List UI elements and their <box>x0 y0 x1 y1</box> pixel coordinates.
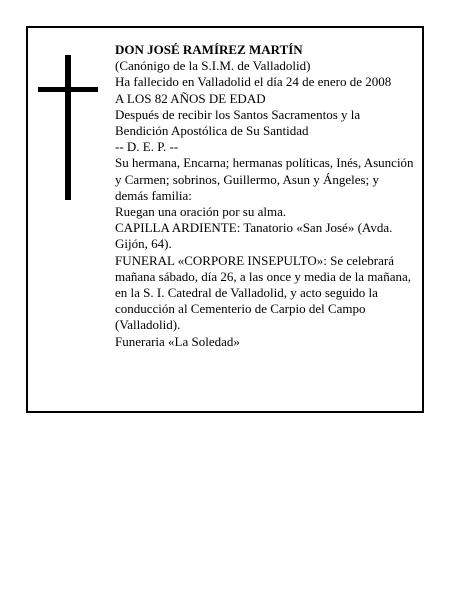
obituary-notice <box>26 26 424 413</box>
cross-vertical-bar <box>65 55 71 200</box>
deceased-name: DON JOSÉ RAMÍREZ MARTÍN <box>115 42 303 57</box>
death-statement: Ha fallecido en Valladolid el día 24 de enero de 2008 <box>115 74 392 90</box>
sacraments-statement: Después de recibir los Santos Sacramentos y la Bendición Apostólica de Su Santidad <box>115 106 361 139</box>
cross-icon <box>38 55 98 200</box>
cross-horizontal-bar <box>38 87 98 92</box>
notice-body <box>115 42 415 350</box>
rip-line: -- D. E. P. -- <box>115 139 179 155</box>
prayer-request: Ruegan una oración por su alma. <box>115 204 287 220</box>
funeral-home: Funeraria «La Soledad» <box>115 333 240 349</box>
family-list: Su hermana, Encarna; hermanas políticas, Inés, Asunción y Carmen; sobrinos, Guillermo, Asun y Ángeles; y demás familia: <box>115 155 414 203</box>
chapel-info: CAPILLA ARDIENTE: Tanatorio «San José» (Avda. Gijón, 64). <box>115 220 393 252</box>
funeral-info: FUNERAL «CORPORE INSEPULTO»: Se celebrará mañana sábado, día 26, a las once y media de la mañana, en la S. I. Catedral de Valladolid, y acto seguido la conducción al Cementerio de Carpio del Campo (Valladolid). <box>115 252 411 333</box>
deceased-title: (Canónigo de la S.I.M. de Valladolid) <box>115 58 311 74</box>
age-statement: A LOS 82 AÑOS DE EDAD <box>115 90 266 106</box>
